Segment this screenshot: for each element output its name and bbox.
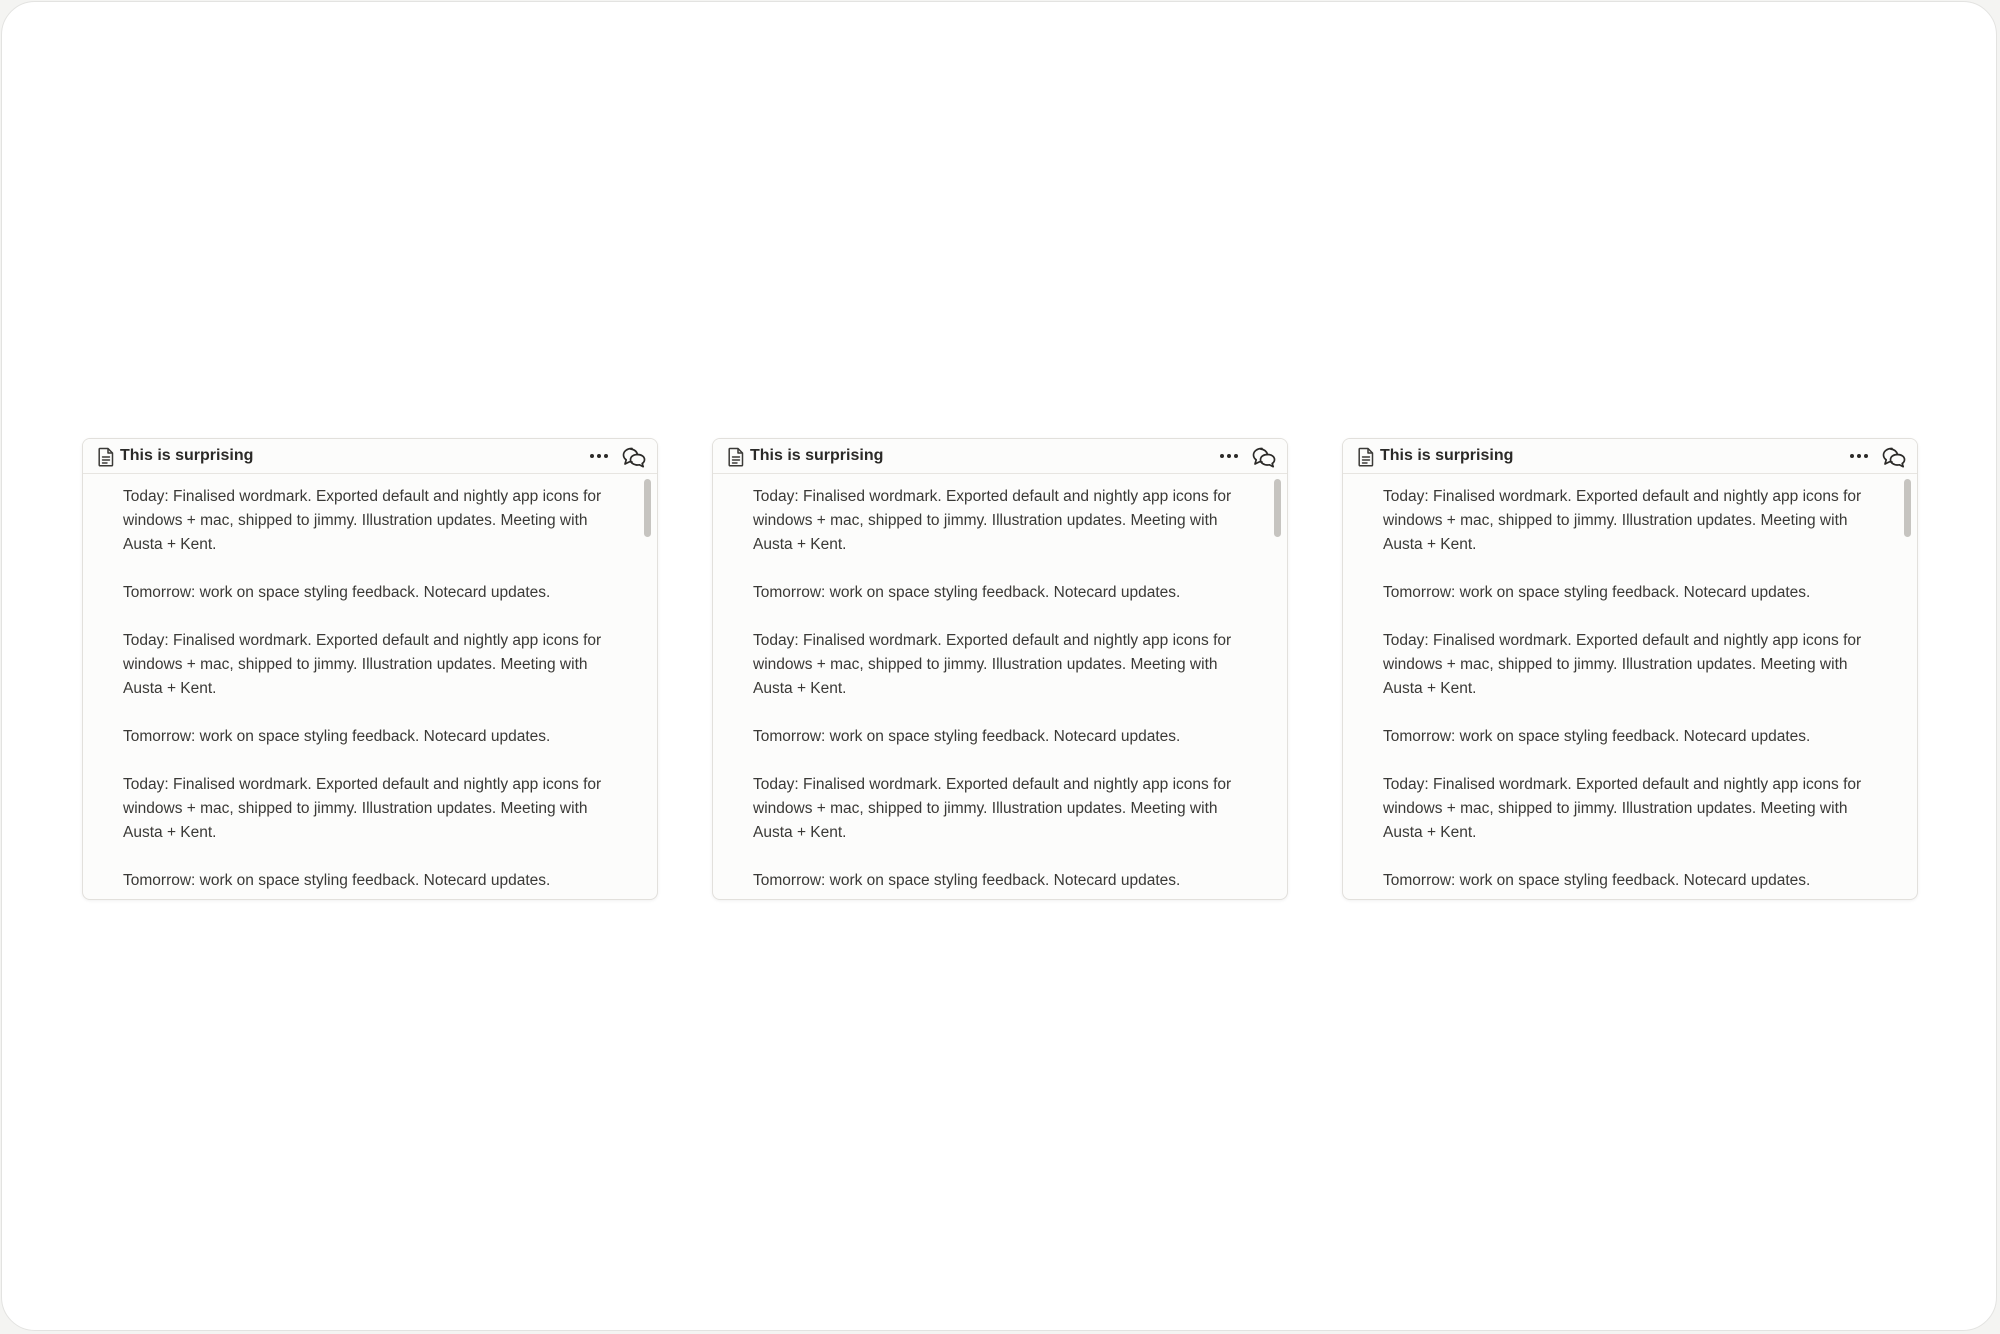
document-icon xyxy=(1357,447,1375,467)
card-body[interactable] xyxy=(713,475,1287,899)
note-paragraph xyxy=(123,629,623,701)
note-text-line: Austa + Kent. xyxy=(123,536,217,553)
note-text-line: Tomorrow: work on space styling feedback. Notecard updates. xyxy=(1383,872,1811,889)
document-icon xyxy=(727,447,745,467)
note-text-line: Tomorrow: work on space styling feedback. Notecard updates. xyxy=(123,728,551,745)
note-paragraph xyxy=(753,629,1253,701)
note-paragraph xyxy=(1383,869,1883,893)
note-text-line: Austa + Kent. xyxy=(123,680,217,697)
more-horizontal-icon[interactable] xyxy=(1217,445,1241,467)
note-paragraph xyxy=(753,869,1253,893)
note-text-line: Tomorrow: work on space styling feedback. Notecard updates. xyxy=(123,584,551,601)
note-card[interactable] xyxy=(82,438,658,900)
note-text-line: Today: Finalised wordmark. Exported default and nightly app icons for xyxy=(1383,632,1862,649)
note-text-line: Austa + Kent. xyxy=(1383,824,1477,841)
scrollbar-thumb[interactable] xyxy=(1274,479,1281,537)
note-text-line: Today: Finalised wordmark. Exported default and nightly app icons for xyxy=(1383,488,1862,505)
card-title[interactable]: This is surprising xyxy=(750,447,884,464)
note-text-line: Tomorrow: work on space styling feedback. Notecard updates. xyxy=(1383,584,1811,601)
scrollbar-track[interactable] xyxy=(1903,477,1913,895)
scrollbar-thumb[interactable] xyxy=(1904,479,1911,537)
note-text-line: Tomorrow: work on space styling feedback. Notecard updates. xyxy=(753,872,1181,889)
comment-bubbles-icon[interactable] xyxy=(621,445,647,469)
note-text-line: windows + mac, shipped to jimmy. Illustration updates. Meeting with xyxy=(753,512,1218,529)
comment-bubbles-icon[interactable] xyxy=(1881,445,1907,469)
note-text-line: windows + mac, shipped to jimmy. Illustration updates. Meeting with xyxy=(1383,512,1848,529)
note-paragraph xyxy=(123,581,623,605)
note-text-line: Tomorrow: work on space styling feedback. Notecard updates. xyxy=(753,584,1181,601)
note-text-line: Austa + Kent. xyxy=(753,536,847,553)
note-card[interactable] xyxy=(1342,438,1918,900)
card-header xyxy=(1343,439,1917,474)
note-paragraph xyxy=(123,869,623,893)
note-text-line: Today: Finalised wordmark. Exported default and nightly app icons for xyxy=(753,488,1232,505)
note-text-line: windows + mac, shipped to jimmy. Illustration updates. Meeting with xyxy=(1383,800,1848,817)
note-paragraph xyxy=(753,773,1253,845)
card-header xyxy=(713,439,1287,474)
note-paragraph xyxy=(123,485,623,557)
more-horizontal-icon[interactable] xyxy=(1847,445,1871,467)
note-text-line: Tomorrow: work on space styling feedback. Notecard updates. xyxy=(123,872,551,889)
note-text-line: Tomorrow: work on space styling feedback. Notecard updates. xyxy=(753,728,1181,745)
note-paragraph xyxy=(1383,485,1883,557)
document-icon xyxy=(97,447,115,467)
note-paragraph xyxy=(753,485,1253,557)
note-text-line: windows + mac, shipped to jimmy. Illustration updates. Meeting with xyxy=(753,800,1218,817)
note-paragraph xyxy=(1383,725,1883,749)
note-paragraph xyxy=(1383,629,1883,701)
note-text-line: Austa + Kent. xyxy=(123,824,217,841)
card-title[interactable]: This is surprising xyxy=(120,447,254,464)
note-paragraph xyxy=(1383,581,1883,605)
note-text-line: Austa + Kent. xyxy=(1383,536,1477,553)
note-paragraph xyxy=(753,725,1253,749)
note-text-line: Austa + Kent. xyxy=(1383,680,1477,697)
note-text-line: Tomorrow: work on space styling feedback. Notecard updates. xyxy=(1383,728,1811,745)
note-card[interactable] xyxy=(712,438,1288,900)
note-text-line: windows + mac, shipped to jimmy. Illustration updates. Meeting with xyxy=(123,512,588,529)
note-paragraph xyxy=(753,581,1253,605)
note-text-line: Today: Finalised wordmark. Exported default and nightly app icons for xyxy=(123,776,602,793)
comment-bubbles-icon[interactable] xyxy=(1251,445,1277,469)
card-header xyxy=(83,439,657,474)
more-horizontal-icon[interactable] xyxy=(587,445,611,467)
note-text-line: Today: Finalised wordmark. Exported default and nightly app icons for xyxy=(753,632,1232,649)
note-text-line: Austa + Kent. xyxy=(753,824,847,841)
note-paragraph xyxy=(123,773,623,845)
scrollbar-thumb[interactable] xyxy=(644,479,651,537)
note-paragraph xyxy=(1383,773,1883,845)
note-text-line: windows + mac, shipped to jimmy. Illustration updates. Meeting with xyxy=(1383,656,1848,673)
note-text-line: windows + mac, shipped to jimmy. Illustration updates. Meeting with xyxy=(123,800,588,817)
note-text-line: Today: Finalised wordmark. Exported default and nightly app icons for xyxy=(753,776,1232,793)
card-body[interactable] xyxy=(1343,475,1917,899)
note-text-line: Today: Finalised wordmark. Exported default and nightly app icons for xyxy=(123,632,602,649)
note-text-line: windows + mac, shipped to jimmy. Illustration updates. Meeting with xyxy=(753,656,1218,673)
note-text-line: windows + mac, shipped to jimmy. Illustration updates. Meeting with xyxy=(123,656,588,673)
card-title[interactable]: This is surprising xyxy=(1380,447,1514,464)
note-text-line: Today: Finalised wordmark. Exported default and nightly app icons for xyxy=(1383,776,1862,793)
scrollbar-track[interactable] xyxy=(1273,477,1283,895)
note-text-line: Austa + Kent. xyxy=(753,680,847,697)
note-paragraph xyxy=(123,725,623,749)
card-body[interactable] xyxy=(83,475,657,899)
scrollbar-track[interactable] xyxy=(643,477,653,895)
note-text-line: Today: Finalised wordmark. Exported default and nightly app icons for xyxy=(123,488,602,505)
